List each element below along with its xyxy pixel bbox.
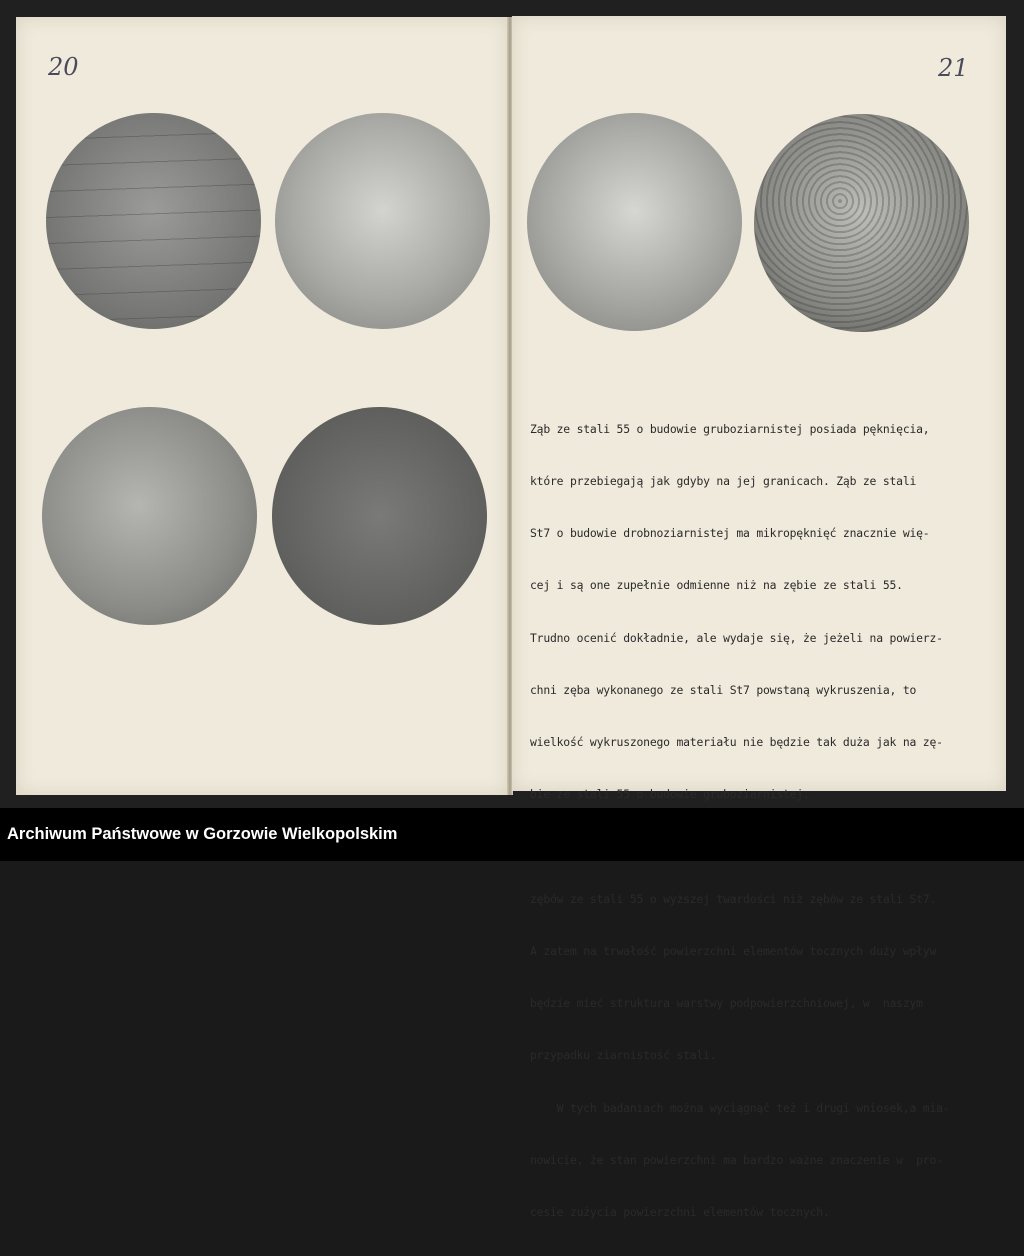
micrograph-1 [46, 113, 261, 329]
text-line: Trudno ocenić dokładnie, ale wydaje się, że jeżeli na powierz- [530, 630, 943, 645]
archive-name: Archiwum Państwowe w Gorzowie Wielkopolskim [7, 825, 398, 843]
left-page [16, 17, 508, 795]
page-number-left: 20 [48, 53, 79, 81]
archive-footer [0, 808, 1024, 861]
micrograph-4 [272, 407, 487, 625]
text-line: St7 o budowie drobnoziarnistej ma mikropęknięć znacznie wię- [530, 526, 930, 541]
micrograph-5 [527, 113, 742, 331]
text-line: W tych badaniach można wyciągnąć też i drugi wniosek,a mia- [530, 1100, 950, 1115]
text-line: które przebiegają jak gdyby na jej granicach. Ząb ze stali [530, 474, 917, 489]
micrograph-3 [42, 407, 257, 625]
text-line: wielkość wykruszonego materiału nie będzie tak duża jak na zę- [530, 735, 943, 750]
text-line: nowicie, że stan powierzchni ma bardzo ważne znaczenie w pro- [530, 1152, 943, 1167]
text-line: przypadku ziarnistość stali. [530, 1048, 717, 1063]
text-line: zębów ze stali 55 o wyższej twardości niż zębów ze stali St7. [530, 891, 937, 906]
text-line: chni zęba wykonanego ze stali St7 powstaną wykruszenia, to [530, 682, 917, 697]
text-line: A zatem na trwałość powierzchni elementów tocznych duży wpływ [530, 944, 937, 958]
micrograph-2 [275, 113, 490, 329]
text-line: cesie zużycia powierzchni elementów tocznych. [530, 1205, 830, 1220]
text-line: będzie mieć struktura warstwy podpowierzchniowej, w naszym [530, 996, 923, 1011]
text-line: Ząb ze stali 55 o budowie gruboziarnistej posiada pęknięcia, [530, 421, 930, 436]
micrograph-6 [754, 114, 969, 332]
right-page [512, 16, 1006, 1220]
text-line: cej i są one zupełnie odmienne niż na zębie ze stali 55. [530, 578, 903, 593]
text-line: bie ze stali 55 o budowie gruboziarnistej. [530, 787, 810, 802]
page-number-right: 21 [938, 54, 969, 82]
